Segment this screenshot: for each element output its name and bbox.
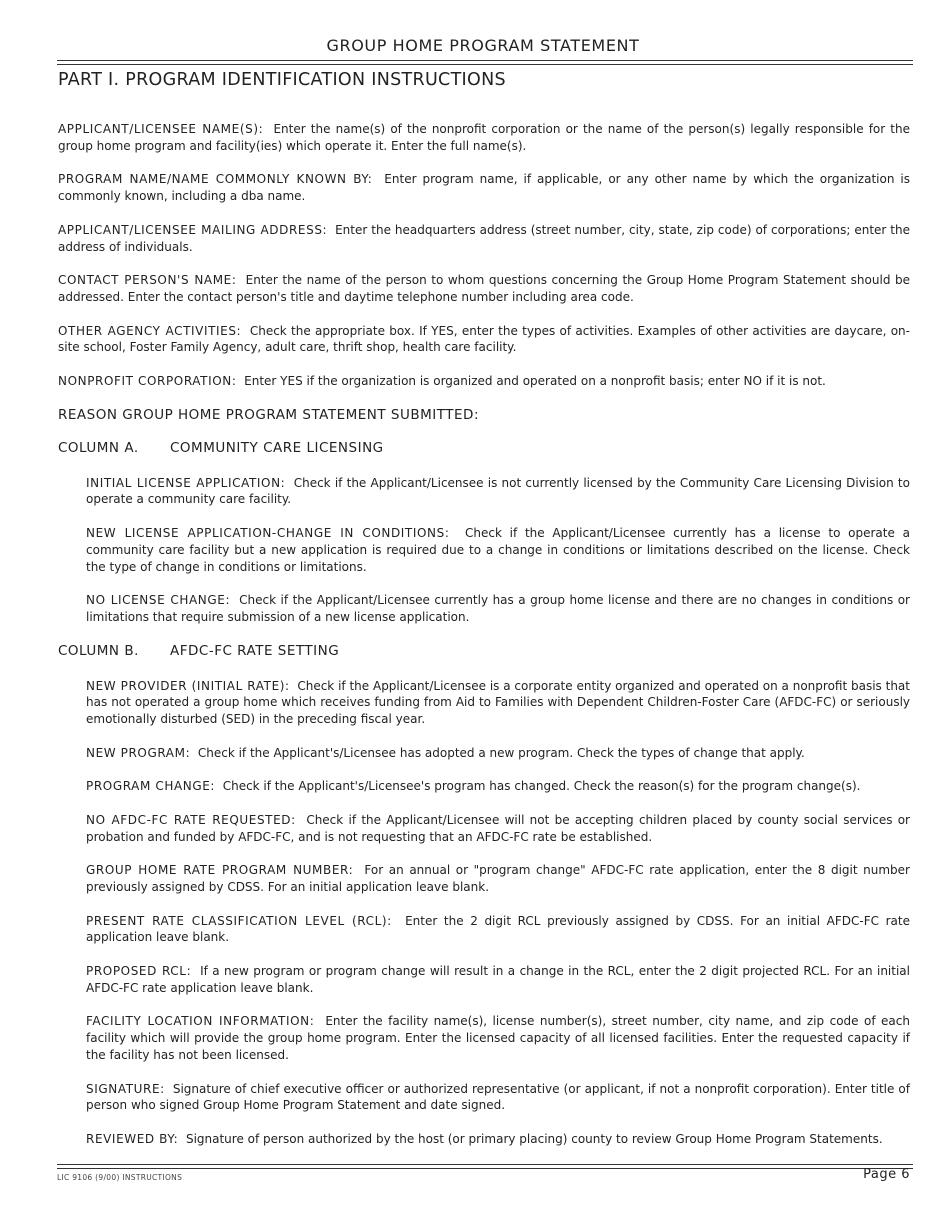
instruction-text: Check if the Applicant/Licensee will not be accepting children placed by county social services or probation and funded by AFDC-FC, and is not requesting that an AFDC-FC rate be established. xyxy=(86,812,910,844)
column-b-item xyxy=(86,812,910,846)
form-id: LIC 9106 (9/00) INSTRUCTIONS xyxy=(57,1173,183,1182)
instruction-label: GROUP HOME RATE PROGRAM NUMBER: xyxy=(86,863,354,878)
column-b-item xyxy=(86,745,910,762)
header-rule-bottom xyxy=(57,64,913,65)
column-a-heading xyxy=(58,440,910,457)
column-b-item xyxy=(86,862,910,896)
instruction-other-agency xyxy=(58,323,910,357)
instruction-label: INITIAL LICENSE APPLICATION: xyxy=(86,475,286,490)
column-b-item xyxy=(86,778,910,795)
instruction-nonprofit xyxy=(58,373,910,390)
instruction-mailing-address xyxy=(58,222,910,256)
instruction-label: NEW PROGRAM: xyxy=(86,745,191,760)
column-a-item xyxy=(86,475,910,509)
instruction-label: FACILITY LOCATION INFORMATION: xyxy=(86,1014,315,1029)
instruction-text: Enter program name, if applicable, or any other name by which the organization is commonly known, including a dba name. xyxy=(58,172,910,204)
footer-rule-bottom xyxy=(57,1168,913,1169)
instruction-program-name xyxy=(58,171,910,205)
part-title: PART I. PROGRAM IDENTIFICATION INSTRUCTIONS xyxy=(58,70,506,90)
column-b-item xyxy=(86,1013,910,1063)
instruction-text: Signature of person authorized by the host (or primary placing) county to review Group Home Program Statements. xyxy=(185,1132,883,1147)
instruction-text: Check if the Applicant/Licensee currently has a group home license and there are no changes in conditions or limitations that require submission of a new license application. xyxy=(86,593,910,624)
footer-rule-top xyxy=(57,1164,913,1165)
instruction-label: PROGRAM NAME/NAME COMMONLY KNOWN BY: xyxy=(58,172,373,187)
instruction-label: NO AFDC-FC RATE REQUESTED: xyxy=(86,812,296,827)
instructions-body xyxy=(58,121,910,1165)
instruction-text: Check if the Applicant/Licensee is a corporate entity organized and operated on a nonprofit basis that has not operated a group home which receives funding from Aid to Families with Dependent Children-Foster Care (AFDC-FC) or seriously emotionally disturbed (SED) in the preceding fiscal year. xyxy=(86,678,910,727)
instruction-label: OTHER AGENCY ACTIVITIES: xyxy=(58,323,242,338)
column-b-item xyxy=(86,678,910,728)
instruction-label: PROGRAM CHANGE: xyxy=(86,779,216,794)
column-a-title: COMMUNITY CARE LICENSING xyxy=(170,439,384,456)
column-b-item xyxy=(86,963,910,997)
instruction-label: PRESENT RATE CLASSIFICATION LEVEL (RCL): xyxy=(86,913,392,928)
instruction-label: NO LICENSE CHANGE: xyxy=(86,593,231,608)
column-b-item xyxy=(86,913,910,947)
instruction-text: Enter the headquarters address (street number, city, state, zip code) of corporations; enter the address of individuals. xyxy=(58,222,910,254)
instruction-text: Signature of chief executive officer or authorized representative (or applicant, if not a nonprofit corporation). Enter title of person who signed Group Home Program Statement and date signed. xyxy=(86,1081,910,1113)
column-a-name: COLUMN A. xyxy=(58,439,139,456)
instruction-label: NEW LICENSE APPLICATION-CHANGE IN CONDITIONS: xyxy=(86,525,450,540)
instruction-text: Enter the 2 digit RCL previously assigned by CDSS. For an initial AFDC-FC rate application leave blank. xyxy=(86,913,910,945)
instruction-label: APPLICANT/LICENSEE NAME(S): xyxy=(58,122,264,136)
column-a-item xyxy=(86,592,910,626)
instruction-text: For an annual or "program change" AFDC-FC rate application, enter the 8 digit number previously assigned by CDSS. For an initial application leave blank. xyxy=(86,863,910,895)
instruction-label: NEW PROVIDER (INITIAL RATE): xyxy=(86,678,290,693)
column-a-item xyxy=(86,525,910,575)
document-title: GROUP HOME PROGRAM STATEMENT xyxy=(326,36,640,55)
instruction-label: APPLICANT/LICENSEE MAILING ADDRESS: xyxy=(58,222,328,237)
instruction-text: Check the appropriate box. If YES, enter the types of activities. Examples of other activities are daycare, on-site school, Foster Family Agency, adult care, thrift shop, health care facility. xyxy=(58,323,910,355)
instruction-text: Check if the Applicant's/Licensee has adopted a new program. Check the types of change that apply. xyxy=(197,745,805,760)
instruction-label: NONPROFIT CORPORATION: xyxy=(58,373,237,388)
instruction-text: Enter the name(s) of the nonprofit corporation or the name of the person(s) legally responsible for the group home program and facility(ies) which operate it. Enter the full name(s). xyxy=(58,122,910,153)
instruction-text: Check if the Applicant's/Licensee's program has changed. Check the reason(s) for the program change(s). xyxy=(222,779,861,794)
instruction-text: Enter the name of the person to whom questions concerning the Group Home Program Statement should be addressed. Enter the contact person's title and daytime telephone number including area code. xyxy=(58,273,910,304)
instruction-text: Check if the Applicant/Licensee currently has a license to operate a community care facility but a new application is required due to a change in conditions or limitations described on the license. Check the type of change in conditions or limitations. xyxy=(86,525,910,574)
instruction-text: If a new program or program change will result in a change in the RCL, enter the 2 digit projected RCL. For an initial AFDC-FC rate application leave blank. xyxy=(86,964,910,995)
column-b-heading xyxy=(58,643,910,660)
page-number: Page 6 xyxy=(863,1167,910,1182)
instruction-applicant-name xyxy=(58,121,910,155)
instruction-text: Enter the facility name(s), license number(s), street number, city name, and zip code of each facility which will provide the group home program. Enter the licensed capacity of all licensed facilities. Enter the requested capacity if the facility has not been licensed. xyxy=(86,1014,910,1063)
column-b-name: COLUMN B. xyxy=(58,642,139,659)
instruction-label: REVIEWED BY: xyxy=(86,1132,179,1147)
reason-heading: REASON GROUP HOME PROGRAM STATEMENT SUBMITTED: xyxy=(58,406,479,423)
instruction-label: CONTACT PERSON'S NAME: xyxy=(58,273,237,288)
instruction-label: SIGNATURE: xyxy=(86,1081,165,1096)
column-b-item xyxy=(86,1081,910,1115)
instruction-text: Check if the Applicant/Licensee is not currently licensed by the Community Care Licensing Division to operate a community care facility. xyxy=(86,475,910,507)
header-rule-top xyxy=(57,60,913,61)
instruction-contact-person xyxy=(58,272,910,306)
column-b-title: AFDC-FC RATE SETTING xyxy=(170,642,340,659)
column-b-item xyxy=(86,1131,910,1148)
instruction-text: Enter YES if the organization is organized and operated on a nonprofit basis; enter NO if it is not. xyxy=(244,373,826,388)
instruction-label: PROPOSED RCL: xyxy=(86,964,192,979)
